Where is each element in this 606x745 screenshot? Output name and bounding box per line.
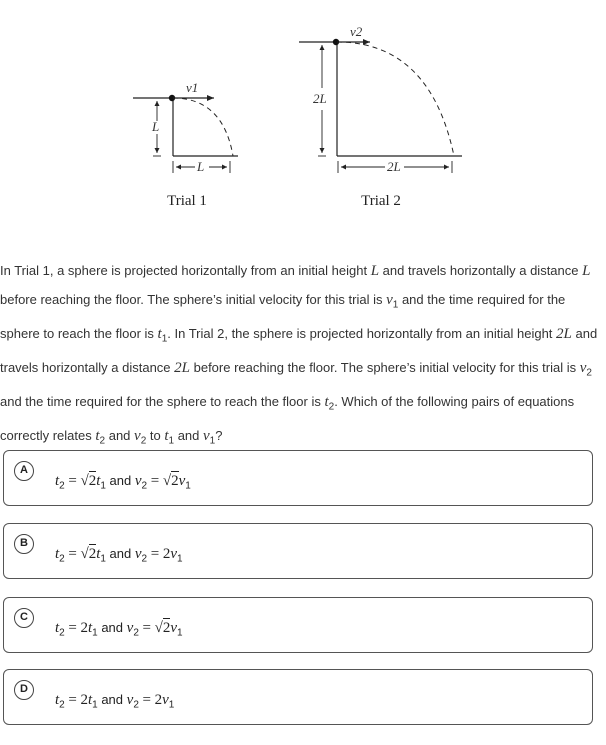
trial1-velocity-label: v1 [186,80,199,95]
option-b[interactable] [3,523,593,579]
trial2-distance-label: 2L [387,159,401,174]
option-letter-badge: A [14,461,34,481]
option-equation: $t_2 = 2t_1$ and $v_2 = 2v_1$ [55,692,175,711]
trial2-trajectory [337,42,454,156]
question-stem: In Trial 1, a sphere is projected horizontally from an initial height L and travels horizontally a distance L before reaching the floor. The sphere’s initial velocity for this trial is $v_1$ and the time required for the sphere to reach the floor is $t_1$. In Trial 2, the sphere is projected horizontally from an initial height 2L and travels horizontally a distance 2L before reaching the floor. The sphere’s initial velocity for this trial is $v_2$ and the time required for the sphere to reach the floor is $t_2$. Which of the following pairs of equations correctly relates $t_2$ and $v_2$ to $t_1$ and $v_1$? [0,263,598,447]
option-a[interactable] [3,450,593,506]
projectile-figure [0,0,606,230]
option-c[interactable] [3,597,593,653]
option-equation: $t_2 = 2t_1$ and $v_2 = √2v_1$ [55,620,183,639]
option-letter-badge: C [14,608,34,628]
trial1-diagram [133,95,238,173]
trial2-caption: Trial 2 [361,193,401,209]
trial2-velocity-label: v2 [350,24,363,39]
projectile-diagram [0,0,606,230]
trial1-trajectory [173,98,233,156]
trial1-height-label: L [152,119,160,134]
trial1-distance-label: L [197,159,205,174]
trial2-height-label: 2L [313,91,327,106]
option-equation: $t_2 = √2t_1$ and $v_2 = √2v_1$ [55,473,191,492]
option-letter-badge: D [14,680,34,700]
trial1-caption: Trial 1 [167,193,207,209]
option-d[interactable] [3,669,593,725]
option-letter-badge: B [14,534,34,554]
option-equation: $t_2 = √2t_1$ and $v_2 = 2v_1$ [55,546,183,565]
